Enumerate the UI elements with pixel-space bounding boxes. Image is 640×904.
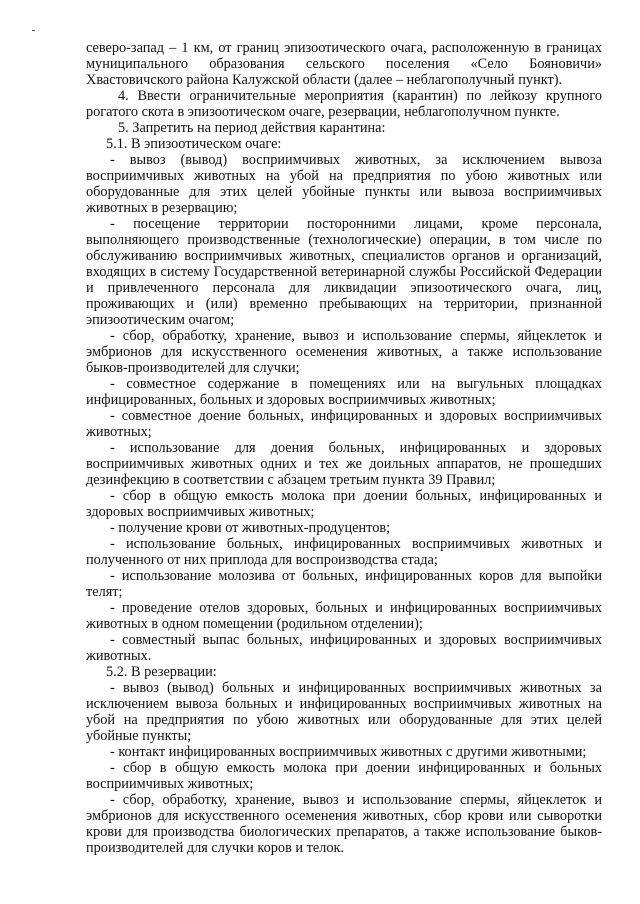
list-item: - контакт инфицированных восприимчивых животных с другими животными; bbox=[110, 744, 587, 760]
list-item: - совместное доение больных, инфицированных и здоровых восприимчивых животных; bbox=[86, 408, 602, 440]
paragraph-item-5-1: 5.1. В эпизоотическом очаге: bbox=[106, 136, 282, 152]
list-item: - использование молозива от больных, инфицированных коров для выпойки телят; bbox=[86, 568, 602, 600]
paragraph-item-5: 5. Запретить на период действия карантина: bbox=[118, 120, 386, 136]
scan-mark bbox=[32, 30, 35, 31]
paragraph-item-5-2: 5.2. В резервации: bbox=[106, 664, 217, 680]
paragraph-location-continuation: северо-запад – 1 км, от границ эпизоотического очага, расположенную в границах муниципального образования сельского поселения «Село Бояновичи» Хвастовичского района Калужской области (далее – неблагополучный пункт). bbox=[86, 40, 602, 88]
list-item: - совместное содержание в помещениях или на выгульных площадках инфицированных, больных и здоровых восприимчивых животных; bbox=[86, 376, 602, 408]
list-item: - вывоз (вывод) больных и инфицированных восприимчивых животных за исключением вывоза больных и инфицированных восприимчивых животных на убой на предприятия по убою животных или оборудованные для этих целей убойные пункты; bbox=[86, 680, 602, 744]
paragraph-item-4: 4. Ввести ограничительные мероприятия (карантин) по лейкозу крупного рогатого скота в эпизоотическом очаге, резервации, неблагополучном пункте. bbox=[86, 88, 602, 120]
list-item: - использование больных, инфицированных восприимчивых животных и полученного от них приплода для воспроизводства стада; bbox=[86, 536, 602, 568]
list-item: - сбор в общую емкость молока при доении инфицированных и больных восприимчивых животных; bbox=[86, 760, 602, 792]
list-item: - посещение территории посторонними лицами, кроме персонала, выполняющего производственные (технологические) операции, в том числе по обслуживанию восприимчивых животных, специалистов органов и организаций, входящих в систему Государственной ветеринарной службы Российской Федерации и привлеченного персонала для ликвидации эпизоотического очага, лиц, проживающих и (или) временно пребывающих на территории, признанной эпизоотическим очагом; bbox=[86, 216, 602, 328]
list-item: - вывоз (вывод) восприимчивых животных, за исключением вывоза восприимчивых животных на убой на предприятия по убою животных или оборудованные для этих целей убойные пункты или вывоза восприимчивых животных в резервацию; bbox=[86, 152, 602, 216]
list-item: - проведение отелов здоровых, больных и инфицированных восприимчивых животных в одном помещении (родильном отделении); bbox=[86, 600, 602, 632]
list-item: - сбор, обработку, хранение, вывоз и использование спермы, яйцеклеток и эмбрионов для искусственного осеменения животных, а также использование быков-производителей для случки; bbox=[86, 328, 602, 376]
list-item: - сбор, обработку, хранение, вывоз и использование спермы, яйцеклеток и эмбрионов для искусственного осеменения животных, сбор крови или сыворотки крови для производства биологических препаратов, а также использование быков-производителей для случки коров и телок. bbox=[86, 792, 602, 856]
list-item: - использование для доения больных, инфицированных и здоровых восприимчивых животных одних и тех же доильных аппаратов, не прошедших дезинфекцию в соответствии с абзацем третьим пункта 39 Правил; bbox=[86, 440, 602, 488]
list-item: - совместный выпас больных, инфицированных и здоровых восприимчивых животных. bbox=[86, 632, 602, 664]
list-item: - сбор в общую емкость молока при доении больных, инфицированных и здоровых восприимчивых животных; bbox=[86, 488, 602, 520]
document-page bbox=[86, 40, 602, 856]
list-item: - получение крови от животных-продуцентов; bbox=[110, 520, 391, 536]
